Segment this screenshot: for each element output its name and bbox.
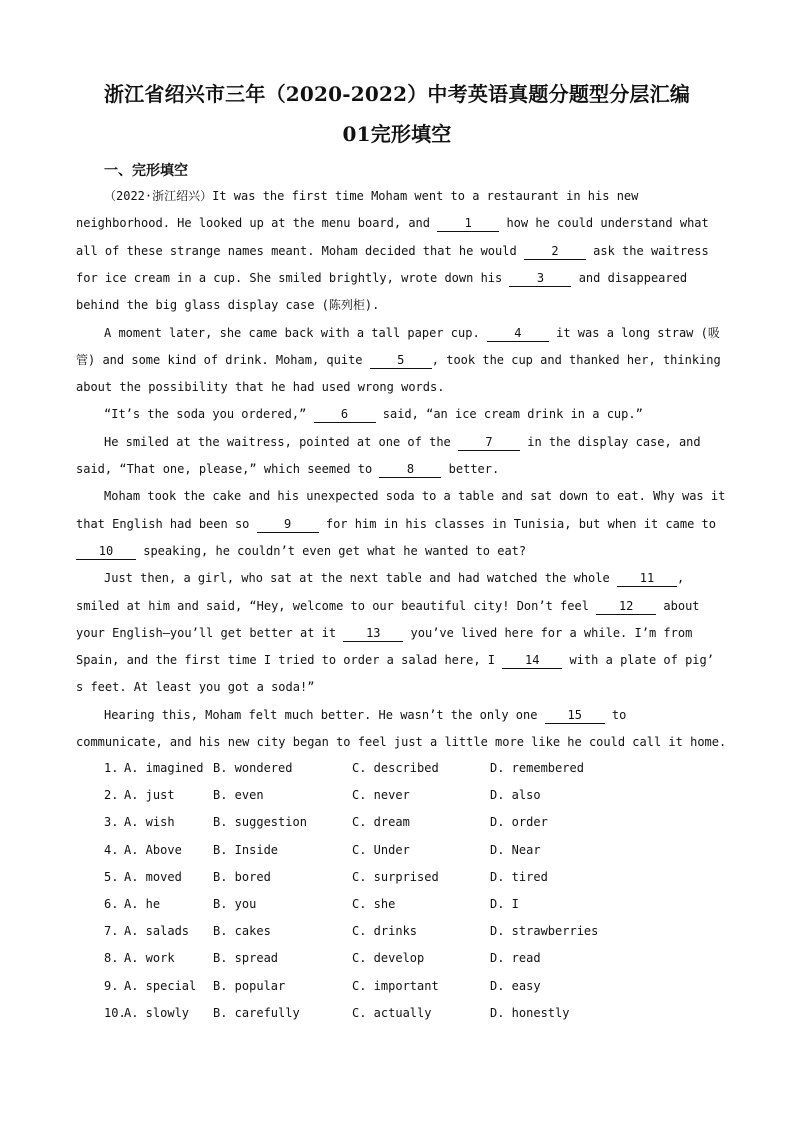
passage-text: for him in his classes in Tunisia, but when it came to xyxy=(318,516,716,531)
option-a: A. he xyxy=(124,897,161,911)
option-c: C. actually xyxy=(352,1005,432,1020)
option-row xyxy=(104,894,724,914)
passage-text: Spain, and the first time I tried to order a salad here, I xyxy=(76,653,503,668)
passage-line xyxy=(76,514,716,534)
option-c: C. never xyxy=(352,788,410,803)
option-d: D. also xyxy=(490,788,541,803)
blank-4: 4 xyxy=(487,325,549,342)
option-row xyxy=(104,976,724,996)
option-d: D. strawberries xyxy=(490,924,599,939)
passage-line xyxy=(76,623,692,643)
blank-6: 6 xyxy=(314,406,376,423)
passage-text: 管) and some kind of drink. Moham, quite xyxy=(76,352,370,367)
document-subtitle: 01完形填空 xyxy=(342,122,452,146)
passage-text: communicate, and his new city began to feel just a little more like he could call it home. xyxy=(76,735,727,749)
option-a: A. moved xyxy=(124,869,182,884)
option-a: A. salads xyxy=(124,924,190,939)
option-d: D. Near xyxy=(490,842,541,857)
option-d: D. I xyxy=(490,897,519,911)
passage-text: better. xyxy=(441,462,500,476)
option-a: A. work xyxy=(124,951,175,966)
blank-7: 7 xyxy=(458,434,520,451)
passage-text: how he could understand what xyxy=(499,216,709,231)
passage-line xyxy=(104,705,626,725)
question-number: 4. xyxy=(104,842,119,857)
passage-text: （2022·浙江绍兴）It was the first time Moham went to a restaurant in his new xyxy=(104,189,639,203)
option-d: D. honestly xyxy=(490,1005,570,1020)
passage-line xyxy=(76,213,709,233)
passage-line xyxy=(76,459,499,479)
option-row xyxy=(104,812,724,832)
option-b: B. spread xyxy=(213,951,279,966)
passage-line xyxy=(76,677,314,697)
option-c: C. dream xyxy=(352,815,410,830)
passage-text: He smiled at the waitress, pointed at one of the xyxy=(104,434,459,449)
option-c: C. Under xyxy=(352,842,410,857)
passage-line xyxy=(76,541,526,561)
passage-text: behind the big glass display case (陈列柜). xyxy=(76,298,380,313)
blank-12: 12 xyxy=(596,598,656,615)
passage-line xyxy=(76,268,687,288)
passage-line xyxy=(76,350,721,370)
option-a: A. Above xyxy=(124,842,182,857)
passage-text: and disappeared xyxy=(571,270,688,285)
option-a: A. wish xyxy=(124,815,175,830)
passage-text: “It’s the soda you ordered,” xyxy=(104,407,314,422)
option-d: D. tired xyxy=(490,869,548,884)
option-b: B. suggestion xyxy=(213,815,307,830)
option-a: A. just xyxy=(124,788,175,803)
option-c: C. drinks xyxy=(352,924,418,939)
option-b: B. cakes xyxy=(213,924,271,939)
question-number: 8. xyxy=(104,951,119,966)
blank-15: 15 xyxy=(545,707,605,724)
section-heading: 一、完形填空 xyxy=(104,163,188,179)
passage-text: speaking, he couldn’t even get what he wanted to eat? xyxy=(136,543,527,558)
question-number: 9. xyxy=(104,978,119,993)
passage-line xyxy=(104,404,643,424)
passage-line xyxy=(76,241,709,261)
passage-text: Moham took the cake and his unexpected soda to a table and sat down to eat. Why was it xyxy=(104,489,726,504)
option-c: C. described xyxy=(352,761,439,775)
option-row xyxy=(104,921,724,941)
passage-line xyxy=(76,732,726,752)
question-number: 10. xyxy=(104,1005,126,1020)
option-a: A. slowly xyxy=(124,1005,190,1020)
option-row xyxy=(104,1003,724,1023)
passage-line xyxy=(76,295,379,315)
passage-line xyxy=(76,596,700,616)
passage-text: to xyxy=(604,707,627,722)
option-b: B. even xyxy=(213,788,264,803)
passage-text: in the display case, and xyxy=(520,434,701,449)
passage-line xyxy=(104,486,725,506)
passage-line xyxy=(76,377,444,397)
document-title: 浙江省绍兴市三年（2020-2022）中考英语真题分题型分层汇编 xyxy=(103,82,691,106)
option-b: B. Inside xyxy=(213,842,279,857)
blank-14: 14 xyxy=(502,652,562,669)
passage-line xyxy=(104,432,701,452)
passage-text: with a plate of pig’ xyxy=(562,653,714,668)
option-row xyxy=(104,758,724,778)
option-d: D. easy xyxy=(490,978,541,993)
question-number: 2. xyxy=(104,788,119,803)
option-a: A. imagined xyxy=(124,761,204,775)
passage-text: , took the cup and thanked her, thinking xyxy=(431,352,721,367)
passage-text: you’ve lived here for a while. I’m from xyxy=(403,625,693,640)
blank-9: 9 xyxy=(257,516,319,533)
passage-text: your English—you’ll get better at it xyxy=(76,625,344,640)
passage-text: said, “an ice cream drink in a cup.” xyxy=(375,407,643,422)
option-c: C. she xyxy=(352,897,396,911)
passage-line xyxy=(104,323,720,343)
option-a: A. special xyxy=(124,978,197,993)
passage-text: all of these strange names meant. Moham decided that he would xyxy=(76,243,524,258)
passage-text: said, “That one, please,” which seemed to xyxy=(76,462,380,476)
option-d: D. remembered xyxy=(490,761,584,775)
passage-line xyxy=(104,568,684,588)
passage-text: Hearing this, Moham felt much better. He wasn’t the only one xyxy=(104,707,545,722)
option-d: D. read xyxy=(490,951,541,966)
option-d: D. order xyxy=(490,815,548,830)
question-number: 3. xyxy=(104,815,119,830)
blank-8: 8 xyxy=(379,461,441,478)
passage-text: neighborhood. He looked up at the menu board, and xyxy=(76,216,438,231)
option-b: B. bored xyxy=(213,869,271,884)
passage-text: A moment later, she came back with a tall paper cup. xyxy=(104,325,487,340)
passage-text: about the possibility that he had used wrong words. xyxy=(76,380,445,395)
question-number: 5. xyxy=(104,869,119,884)
question-number: 1. xyxy=(104,761,119,775)
option-row xyxy=(104,867,724,887)
blank-2: 2 xyxy=(524,243,586,260)
option-b: B. carefully xyxy=(213,1005,300,1020)
blank-1: 1 xyxy=(437,215,499,232)
option-b: B. wondered xyxy=(213,761,293,775)
passage-text: ask the waitress xyxy=(585,243,709,258)
passage-text: , xyxy=(676,571,685,586)
passage-text: Just then, a girl, who sat at the next table and had watched the whole xyxy=(104,571,617,586)
blank-13: 13 xyxy=(343,625,403,642)
blank-11: 11 xyxy=(617,570,677,587)
option-row xyxy=(104,840,724,860)
option-row xyxy=(104,785,724,805)
option-b: B. you xyxy=(213,897,257,911)
blank-10: 10 xyxy=(76,543,136,560)
blank-5: 5 xyxy=(370,352,432,369)
option-row xyxy=(104,948,724,968)
passage-text: s feet. At least you got a soda!” xyxy=(76,680,315,695)
blank-3: 3 xyxy=(509,270,571,287)
option-c: C. develop xyxy=(352,951,425,966)
question-number: 7. xyxy=(104,924,119,939)
passage-line xyxy=(76,650,714,670)
passage-text: it was a long straw (吸 xyxy=(548,325,720,340)
passage-line xyxy=(104,186,638,206)
option-c: C. surprised xyxy=(352,869,439,884)
passage-text: smiled at him and said, “Hey, welcome to our beautiful city! Don’t feel xyxy=(76,598,597,613)
option-c: C. important xyxy=(352,978,439,993)
question-number: 6. xyxy=(104,897,119,911)
passage-text: for ice cream in a cup. She smiled brightly, wrote down his xyxy=(76,270,510,285)
option-b: B. popular xyxy=(213,978,286,993)
passage-text: that English had been so xyxy=(76,516,257,531)
passage-text: about xyxy=(656,598,700,613)
